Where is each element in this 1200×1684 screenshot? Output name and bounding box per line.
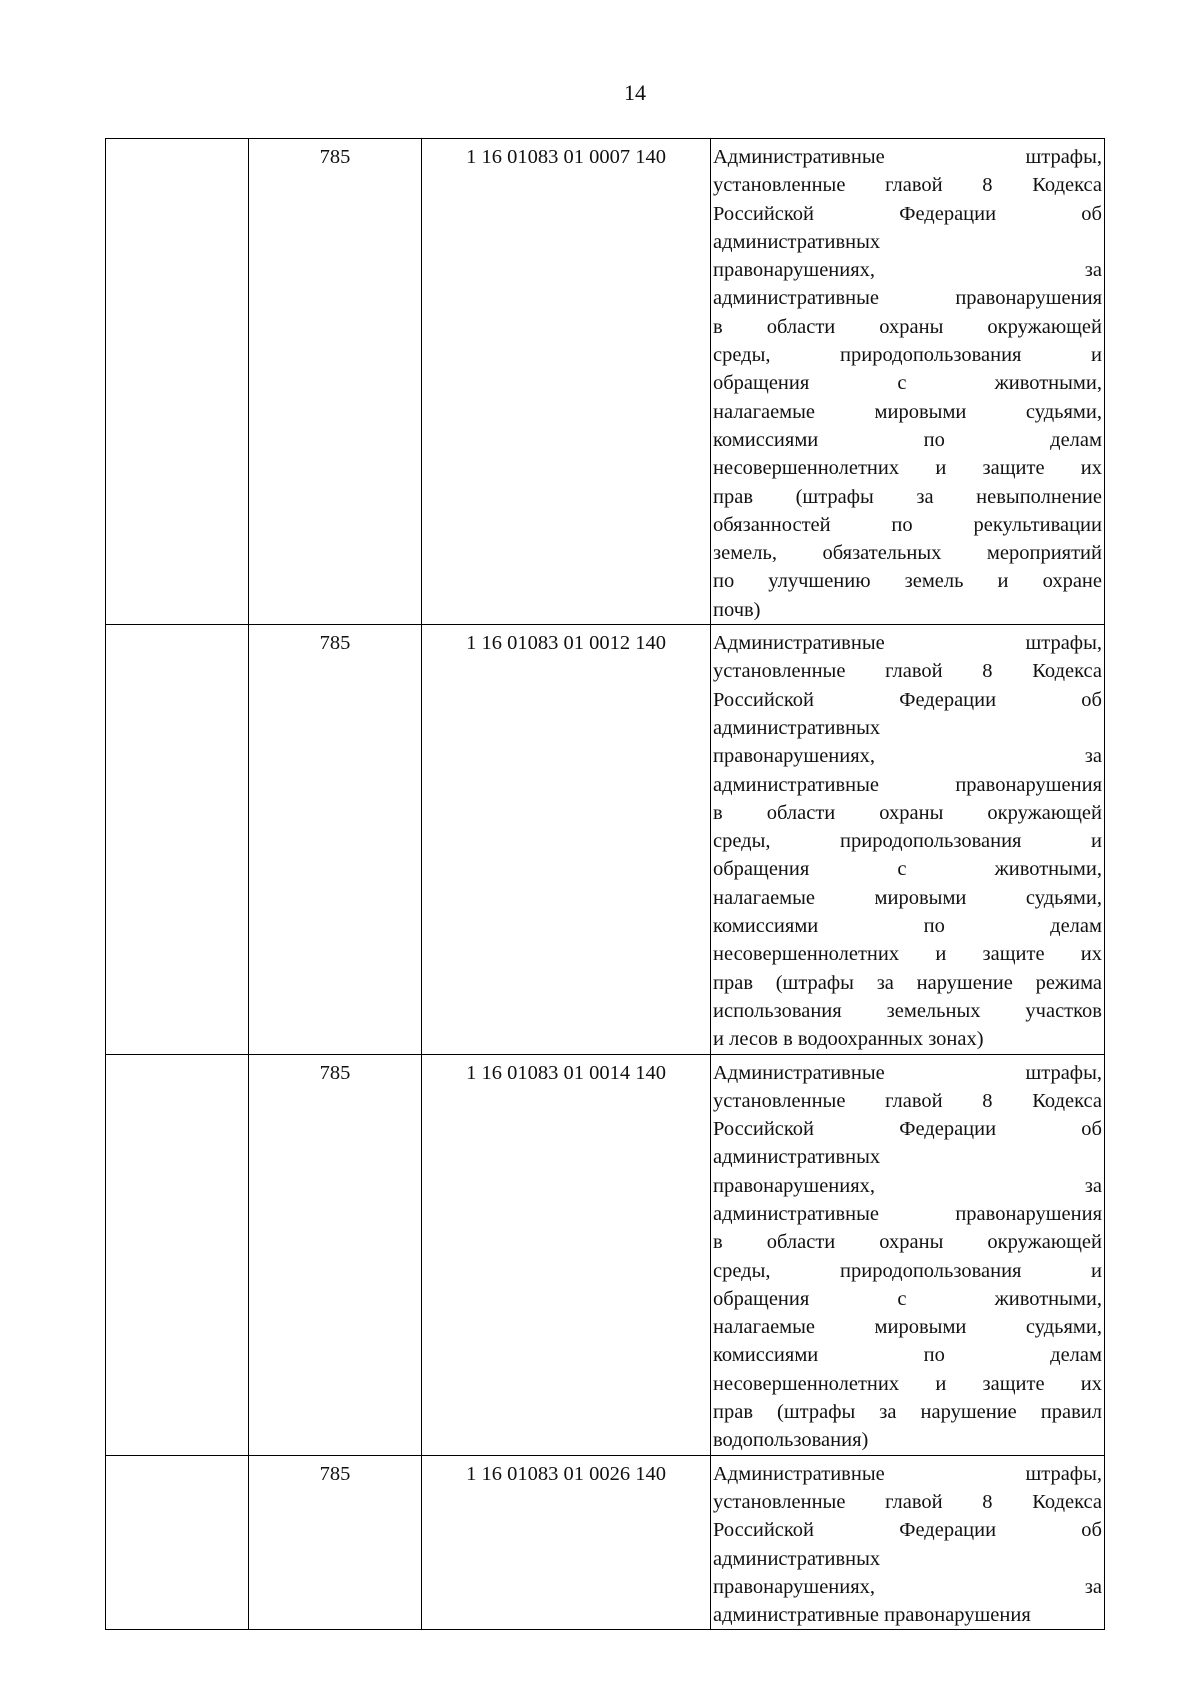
description-line: прав (штрафы за невыполнение	[713, 485, 1102, 508]
description-line: почв)	[713, 598, 761, 621]
description-line: Российской Федерации об	[713, 202, 1102, 225]
description-line: административных	[713, 1547, 881, 1570]
description-line: налагаемые мировыми судьями,	[713, 886, 1102, 909]
description-line: административные правонарушения	[713, 287, 1102, 310]
description-cell	[711, 1054, 1105, 1455]
description-line: использования земельных участков	[713, 999, 1102, 1022]
description-cell	[711, 139, 1105, 625]
description-line: среды, природопользования и	[713, 830, 1102, 853]
description-line: Российской Федерации об	[713, 1519, 1102, 1542]
admin-code-cell: 785	[249, 1455, 422, 1630]
description-line: обращения с животными,	[713, 372, 1102, 395]
description-line: Административные штрафы,	[713, 632, 1102, 655]
description-line: комиссиями по делам	[713, 1344, 1102, 1367]
empty-cell	[106, 1054, 249, 1455]
empty-cell	[106, 625, 249, 1054]
table-row	[106, 625, 1105, 1054]
description-line: правонарушениях, за	[713, 1575, 1102, 1598]
description-line: земель, обязательных мероприятий	[713, 542, 1102, 565]
description-line: среды, природопользования и	[713, 344, 1102, 367]
empty-cell	[106, 1455, 249, 1630]
description-line: Российской Федерации об	[713, 688, 1102, 711]
description-line: обращения с животными,	[713, 858, 1102, 881]
table-row	[106, 1455, 1105, 1630]
admin-code-cell: 785	[249, 1054, 422, 1455]
description-line: Административные штрафы,	[713, 1462, 1102, 1485]
description-line: несовершеннолетних и защите их	[713, 1372, 1102, 1395]
revenue-codes-table	[105, 138, 1105, 1630]
description-line: налагаемые мировыми судьями,	[713, 400, 1102, 423]
description-line: обращения с животными,	[713, 1287, 1102, 1310]
description-line: налагаемые мировыми судьями,	[713, 1316, 1102, 1339]
kbk-code-cell: 1 16 01083 01 0007 140	[422, 139, 711, 625]
description-line: установленные главой 8 Кодекса	[713, 174, 1102, 197]
description-line: по улучшению земель и охране	[713, 570, 1102, 593]
kbk-code-cell: 1 16 01083 01 0014 140	[422, 1054, 711, 1455]
description-line: несовершеннолетних и защите их	[713, 943, 1102, 966]
description-line: административных	[713, 1146, 881, 1169]
description-line: обязанностей по рекультивации	[713, 513, 1102, 536]
page-number: 14	[624, 80, 646, 105]
description-line: административные правонарушения	[713, 773, 1102, 796]
description-line: в области охраны окружающей	[713, 315, 1102, 338]
description-line: Административные штрафы,	[713, 146, 1102, 168]
description-line: Российской Федерации об	[713, 1118, 1102, 1141]
description-cell	[711, 625, 1105, 1054]
description-line: и лесов в водоохранных зонах)	[713, 1028, 984, 1051]
admin-code-cell: 785	[249, 625, 422, 1054]
description-line: прав (штрафы за нарушение режима	[713, 971, 1102, 994]
description-line: комиссиями по делам	[713, 915, 1102, 938]
description-line: Административные штрафы,	[713, 1061, 1102, 1084]
description-line: административных	[713, 230, 881, 253]
description-line: установленные главой 8 Кодекса	[713, 1089, 1102, 1112]
empty-cell	[106, 139, 249, 625]
description-line: административные правонарушения	[713, 1202, 1102, 1225]
description-line: комиссиями по делам	[713, 428, 1102, 451]
description-line: правонарушениях, за	[713, 745, 1102, 768]
table-row	[106, 139, 1105, 625]
description-line: установленные главой 8 Кодекса	[713, 660, 1102, 683]
description-line: несовершеннолетних и защите их	[713, 457, 1102, 480]
description-line: административные правонарушения	[713, 1604, 1031, 1627]
description-line: в области охраны окружающей	[713, 1231, 1102, 1254]
table-row	[106, 1054, 1105, 1455]
description-line: водопользования)	[713, 1429, 869, 1452]
description-line: установленные главой 8 Кодекса	[713, 1490, 1102, 1513]
admin-code-cell: 785	[249, 139, 422, 625]
kbk-code-cell: 1 16 01083 01 0012 140	[422, 625, 711, 1054]
description-line: в области охраны окружающей	[713, 801, 1102, 824]
description-line: правонарушениях, за	[713, 1174, 1102, 1197]
description-line: правонарушениях, за	[713, 259, 1102, 282]
description-line: среды, природопользования и	[713, 1259, 1102, 1282]
description-line: административных	[713, 716, 881, 739]
description-line: прав (штрафы за нарушение правил	[713, 1401, 1102, 1424]
description-cell	[711, 1455, 1105, 1630]
kbk-code-cell: 1 16 01083 01 0026 140	[422, 1455, 711, 1630]
